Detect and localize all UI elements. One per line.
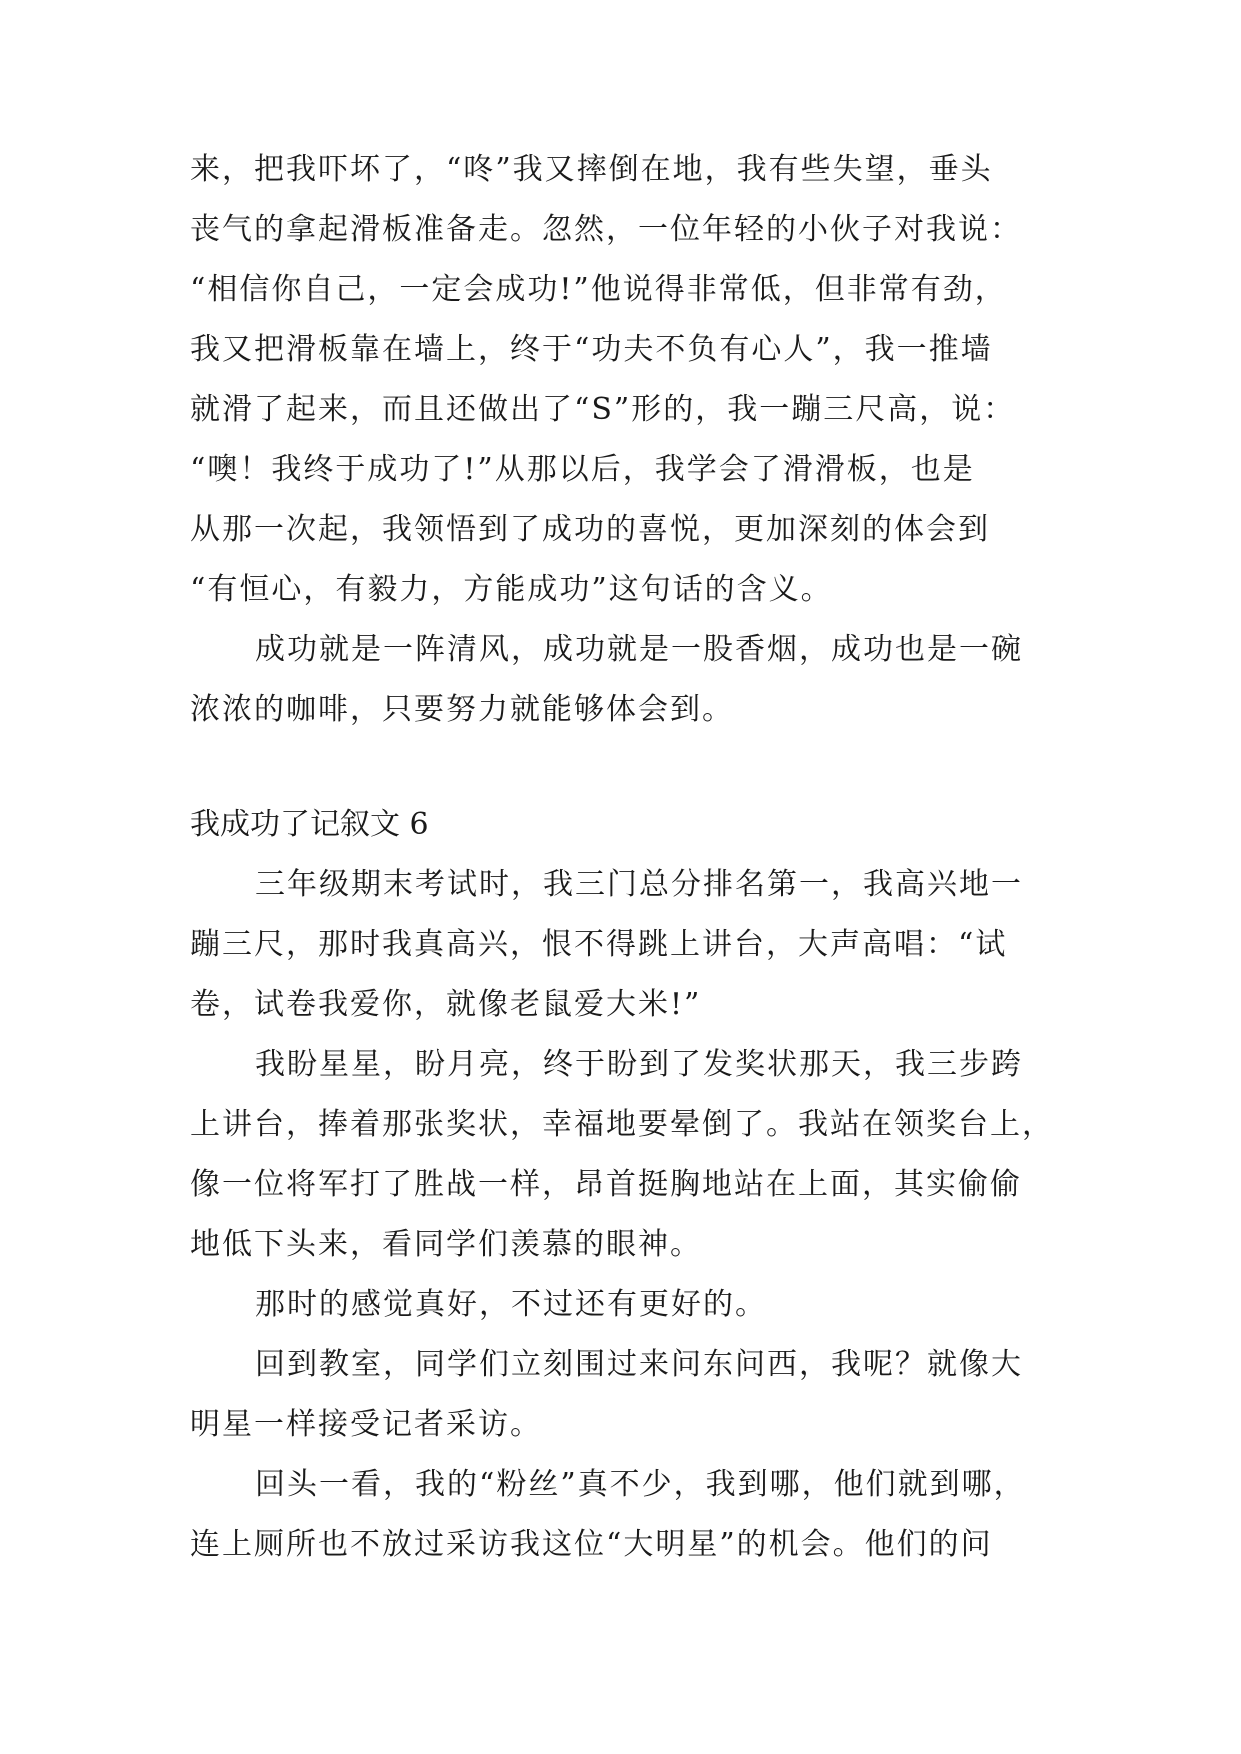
text-line: 我盼星星，盼月亮，终于盼到了发奖状那天，我三步跨 xyxy=(255,1047,1023,1082)
text-line: 来，把我吓坏了，“咚”我又摔倒在地，我有些失望，垂头 xyxy=(190,152,993,187)
text-line: 浓浓的咖啡，只要努力就能够体会到。 xyxy=(190,692,734,727)
text-line: 上讲台，捧着那张奖状，幸福地要晕倒了。我站在领奖台上， xyxy=(190,1107,1054,1142)
text-line: “有恒心，有毅力，方能成功”这句话的含义。 xyxy=(190,572,833,607)
text-line: 连上厕所也不放过采访我这位“大明星”的机会。他们的问 xyxy=(190,1527,993,1562)
text-line: “噢！我终于成功了!”从那以后，我学会了滑滑板，也是 xyxy=(190,452,975,487)
text-line: 我又把滑板靠在墙上，终于“功夫不负有心人”，我一推墙 xyxy=(190,332,993,367)
text-line: 明星一样接受记者采访。 xyxy=(190,1407,542,1442)
text-line: 回头一看，我的“粉丝”真不少，我到哪，他们就到哪， xyxy=(255,1467,1026,1502)
text-line: 地低下头来，看同学们羡慕的眼神。 xyxy=(190,1227,702,1262)
text-line: 像一位将军打了胜战一样，昂首挺胸地站在上面，其实偷偷 xyxy=(190,1167,1022,1202)
text-line: 回到教室，同学们立刻围过来问东问西，我呢？就像大 xyxy=(255,1347,1023,1382)
text-line: 就滑了起来，而且还做出了“S”形的，我一蹦三尺高，说： xyxy=(190,392,1016,427)
text-line: 卷，试卷我爱你，就像老鼠爱大米!” xyxy=(190,987,702,1022)
text-line: 那时的感觉真好，不过还有更好的。 xyxy=(255,1287,767,1322)
text-line: 蹦三尺，那时我真高兴，恨不得跳上讲台，大声高唱：“试 xyxy=(190,927,1008,962)
text-line: 成功就是一阵清风，成功就是一股香烟，成功也是一碗 xyxy=(255,632,1023,667)
text-line: “相信你自己，一定会成功!”他说得非常低，但非常有劲， xyxy=(190,272,1007,307)
section-title: 我成功了记叙文 6 xyxy=(190,807,429,842)
text-line: 丧气的拿起滑板准备走。忽然，一位年轻的小伙子对我说： xyxy=(190,212,1022,247)
text-line: 三年级期末考试时，我三门总分排名第一，我高兴地一 xyxy=(255,867,1023,902)
text-line: 从那一次起，我领悟到了成功的喜悦，更加深刻的体会到 xyxy=(190,512,990,547)
